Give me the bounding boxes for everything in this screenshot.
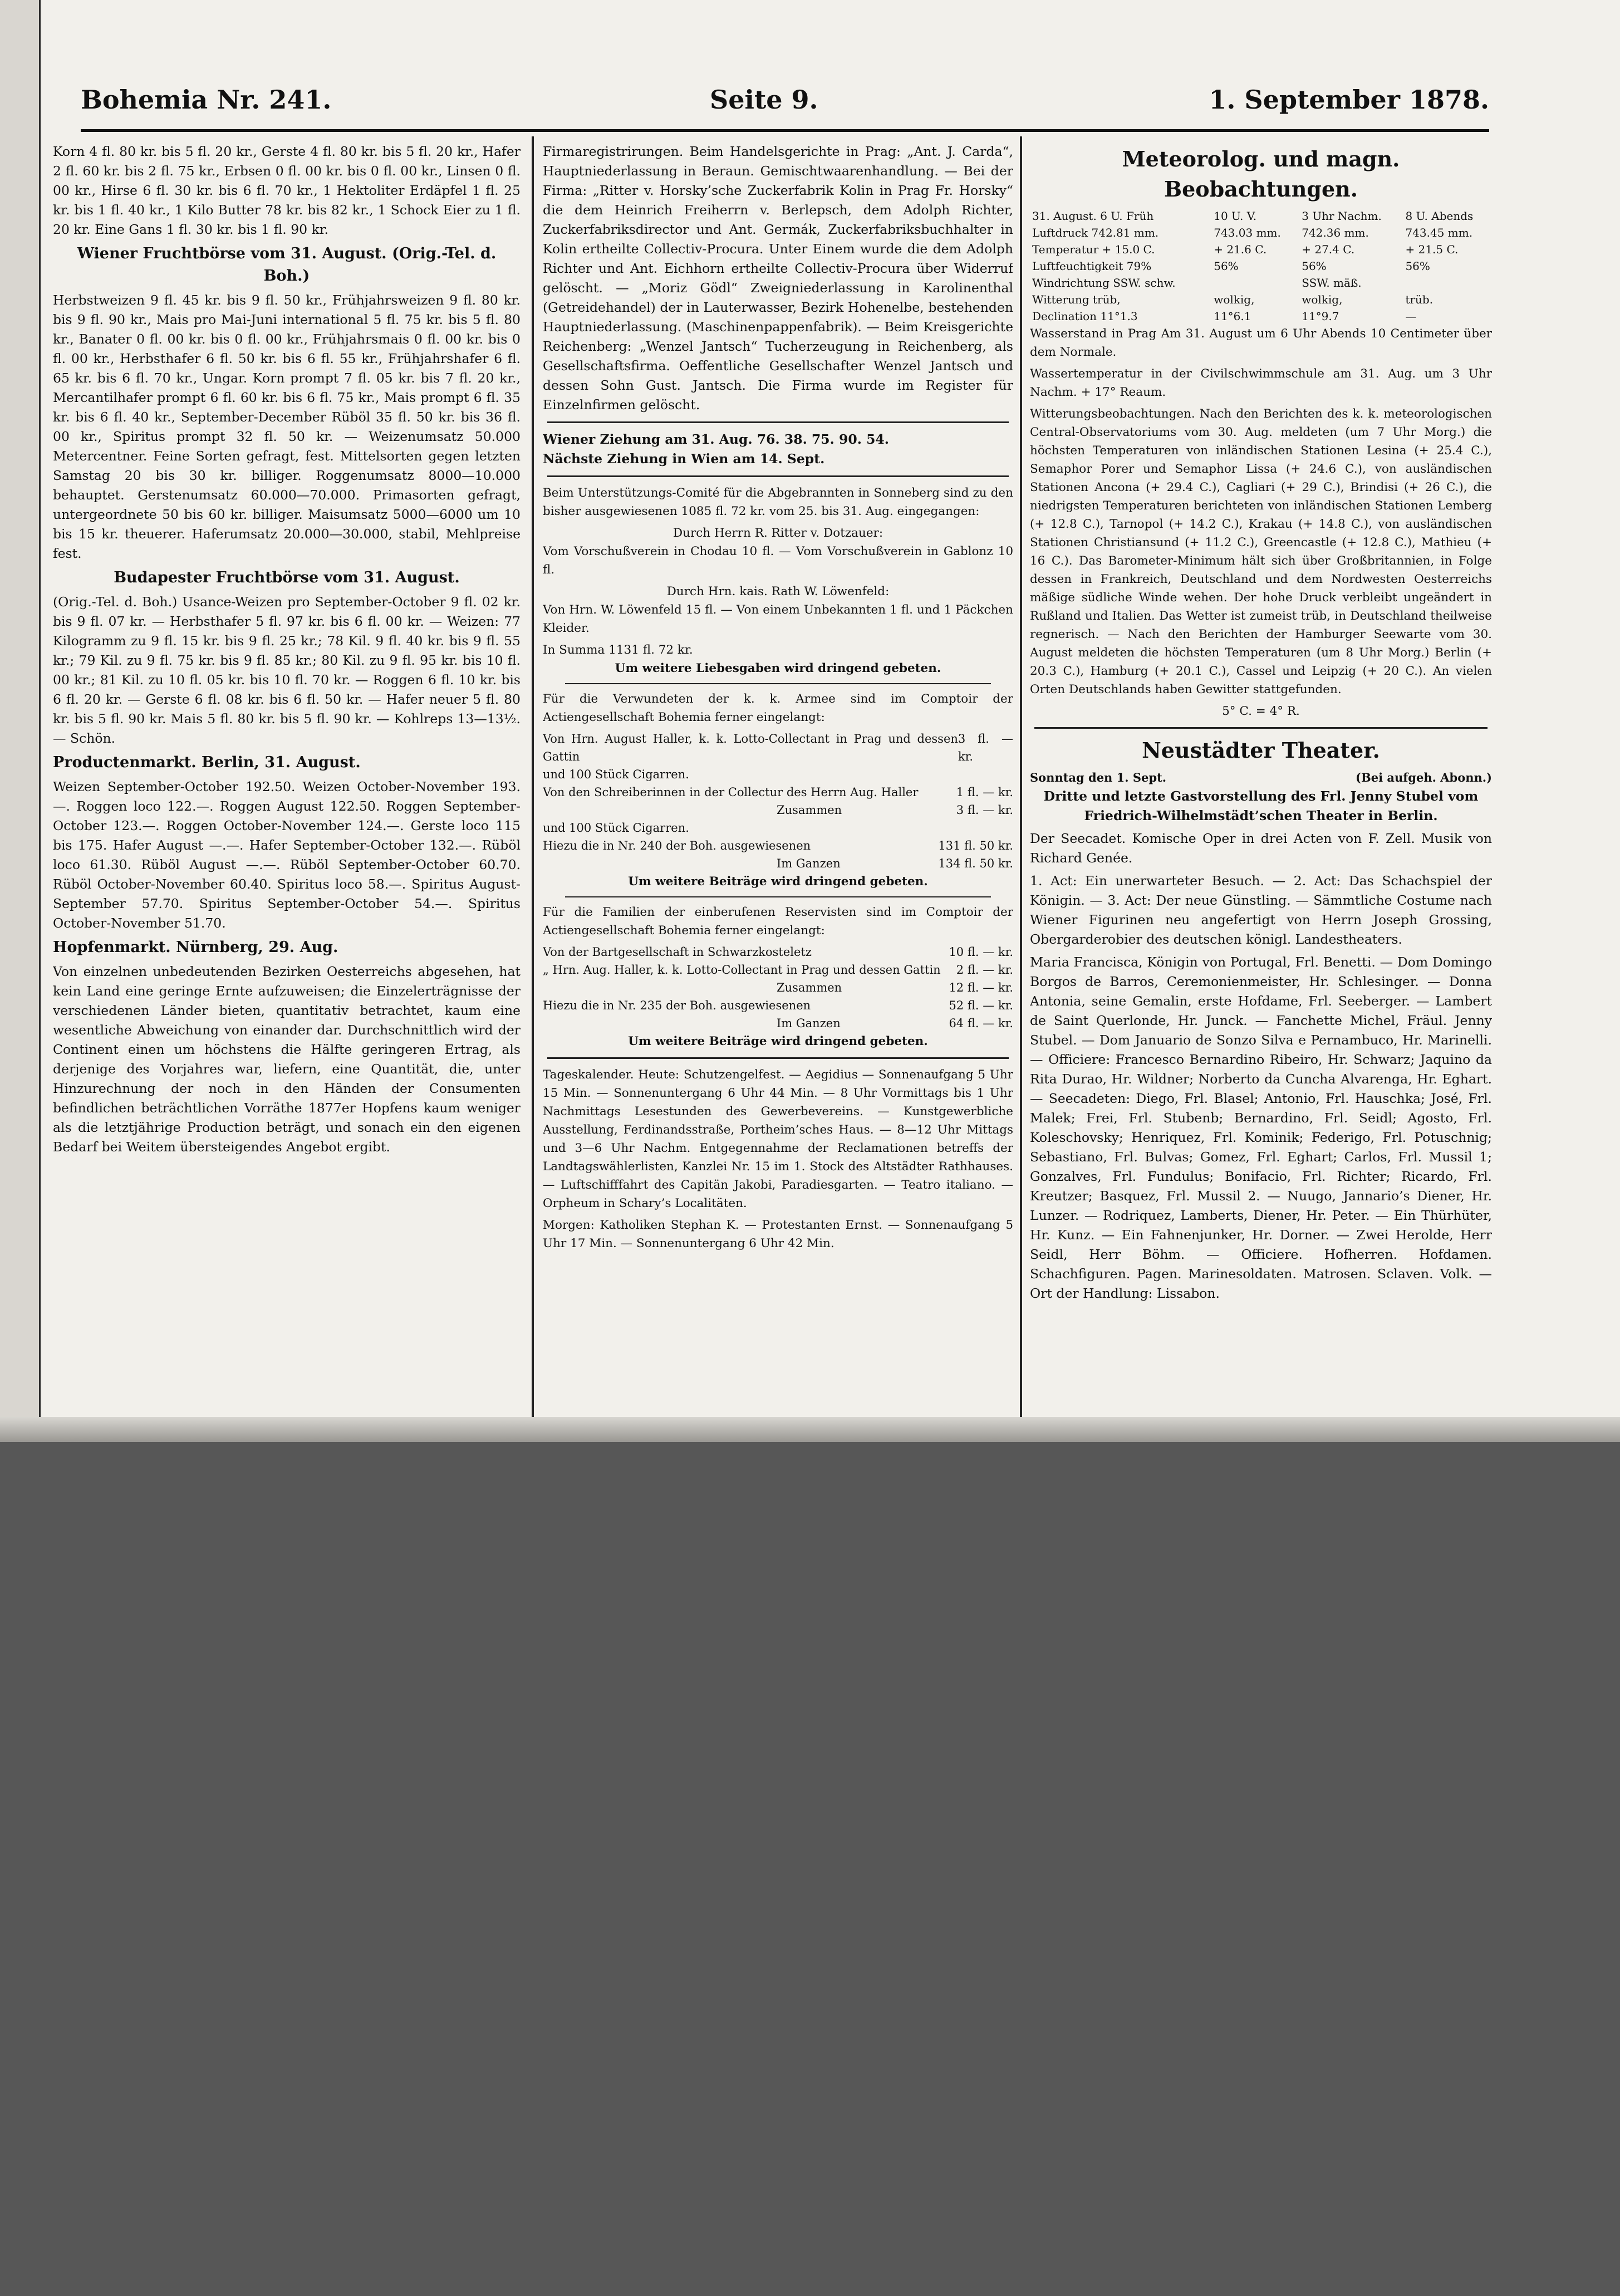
theatre-date-row bbox=[1030, 769, 1492, 787]
weather-cell: — bbox=[1405, 310, 1417, 323]
theatre-acts: 1. Act: Ein unerwarteter Besuch. — 2. Act: Das Schachspiel der Königin. — 3. Act: Der neue Günstling. — Sämmtliche Costume nach Wiener Figurinen neu angefertigt von Herrn Joseph Grossing, Obergarderobier des deutschen königl. Landestheaters. bbox=[1030, 873, 1492, 947]
ledger-label: Hiezu die in Nr. 235 der Boh. ausgewiesenen bbox=[543, 999, 811, 1012]
weather-cell: Temperatur + 15.0 C. bbox=[1032, 243, 1155, 256]
donation-list-2: Von Hrn. W. Löwenfeld 15 fl. — Von einem Unbekannten 1 fl. und 1 Päckchen Kleider. bbox=[543, 603, 1013, 635]
water-level: Wasserstand in Prag Am 31. August um 6 Uhr Abends 10 Centimeter über dem Normale. bbox=[1030, 327, 1492, 359]
weather-cell: 8 U. Abends bbox=[1405, 209, 1474, 223]
weather-cell: Luftdruck 742.81 mm. bbox=[1032, 226, 1159, 239]
weather-cell: 3 Uhr Nachm. bbox=[1302, 209, 1382, 223]
header-page-number: Seite 9. bbox=[710, 85, 818, 115]
page-header bbox=[81, 85, 1489, 124]
wounded-fund-intro: Für die Verwundeten der k. k. Armee sind im Comptoir der Actiengesellschaft Bohemia ferner eingelangt: bbox=[543, 692, 1013, 724]
weather-cell: Windrichtung SSW. schw. bbox=[1032, 276, 1176, 290]
theatre-cast: Maria Francisca, Königin von Portugal, Frl. Benetti. — Dom Domingo Borgos de Barros, Ceremonienmeister, Hr. Schlesinger. — Donna Antonia, seine Gemalin, erste Hofdame, Frl. Seeberger. — Lambert de Saint Querlonde, Hr. Junck. — Fanchette Michel, Fräul. Jenny Stubel. — Dom Januario de Sonzo Silva e Pernambuco, Hr. Marinelli. — Officiere: Francesco Bernardino Ribeiro, Hr. Schwarz; Jaquino da Rita Durao, Hr. Wildner; Norberto da Cuncha Alvarenga, Hr. Eghart. — Seecadeten: Diego, Frl. Blasel; Antonio, Frl. Hauschka; José, Frl. Malek; Frei, Frl. Stubenb; Bernardino, Frl. Seidl; Agosto, Frl. Koleschovsky; Henriquez, Frl. Kominik; Federigo, Frl. Potuschnig; Sebastiano, Frl. Bulvas; Gomez, Frl. Eghart; Carlos, Frl. Mussil 1; Gonzalves, Frl. Fundulus; Bonifacio, Frl. Richter; Ricardo, Frl. Kreutzer; Basquez, Frl. Mussil 2. — Nuugo, Jannario’s Diener, Hr. Lunzer. — Rodriquez, Lamberts, Diener, Hr. Peter. — Ein Thürhüter, Hr. Kunz. — Ein Fahnenjunker, Hr. Dorner. — Zwei Herolde, Herr Seidl, Herr Böhm. — Officiere. Hofherren. Hofdamen. Schachfiguren. Pagen. Marinesoldaten. Matrosen. Sclaven. Volk. — Ort der Handlung: Lissabon. bbox=[1030, 954, 1492, 1301]
weather-cell: Witterung trüb, bbox=[1032, 293, 1121, 306]
weather-cell: SSW. mäß. bbox=[1302, 276, 1362, 290]
firm-registrations: Firmaregistrirungen. Beim Handelsgerichte in Prag: „Ant. J. Carda“, Hauptniederlassung in Beraun. Gemischtwaarenhandlung. — Bei der Firma: „Ritter v. Horsky’sche Zuckerfabrik Kolin in Prag Fr. Horsky“ die dem Heinrich Freiherrn v. Berlepsch, dem Adolph Richter, Zuckerfabriksdirector und Ant. Germák, Zuckerfabriksbuchhalter in Kolin ertheilte Collectiv-Procura. Unter Einem wurde die dem Adolph Richter und Ant. Eichhorn ertheilte Collectiv-Procura über Widerruf gelöscht. — „Moriz Gödl“ Zweigniederlassung in Karolinenthal (Getreidehandel) der in Lauterwasser, Bezirk Hohenelbe, bestehenden Hauptniederlassung. (Maschinenpappenfabrik). — Beim Kreisgerichte Reichenberg: „Wenzel Jantsch“ Tucherzeugung in Reichenberg, als Gesellschaftsfirma. Oeffentliche Gesellschafter Wenzel Jantsch und dessen Sohn Gust. Jantsch. Die Firma wurde im Register für Einzelnfirmen gelöscht. bbox=[543, 144, 1013, 413]
donation-list-1: Vom Vorschußverein in Chodau 10 fl. — Vom Vorschußverein in Gablonz 10 fl. bbox=[543, 544, 1013, 577]
appeal-text: Um weitere Beiträge wird dringend gebeten. bbox=[628, 875, 928, 889]
separator bbox=[547, 475, 1009, 477]
weather-row bbox=[1030, 291, 1492, 308]
theatre-play-title: Der Seecadet. Komische Oper in drei Acten von F. Zell. Musik von Richard Genée. bbox=[1030, 831, 1492, 866]
vienna-exchange-heading: Wiener Fruchtbörse vom 31. August. (Orig.-Tel. d. Boh.) bbox=[77, 245, 497, 284]
ledger-amount: 10 fl. — kr. bbox=[949, 945, 1013, 959]
ledger-amount: 3 fl. — kr. bbox=[958, 732, 1013, 763]
ledger-row bbox=[543, 783, 1013, 801]
berlin-market-text: Weizen September-October 192.50. Weizen October-November 193.—. Roggen loco 122.—. Roggen August 122.50. Roggen September-October 123.—. Roggen October-November 124.—. Gerste loco 115 bis 175. Hafer August —.—. Hafer September-October 132.—. Rüböl loco 61.30. Rüböl August —.—. Rüböl September-October 60.70. Rüböl October-November 60.40. Spiritus loco 58.—. Spiritus August-September 57.70. Spiritus September-October 54.—. Spiritus October-November 51.70. bbox=[53, 779, 521, 931]
ledger-amount: 64 fl. — kr. bbox=[949, 1017, 1013, 1030]
temperature-conversion: 5° C. = 4° R. bbox=[1222, 704, 1300, 718]
weather-cell: 56% bbox=[1405, 259, 1430, 273]
page-bottom-edge bbox=[0, 1417, 1620, 1442]
ledger-label: Von der Bartgesellschaft in Schwarzkosteletz bbox=[543, 945, 812, 959]
weather-cell: 10 U. V. bbox=[1214, 209, 1257, 223]
weather-cell: 11°6.1 bbox=[1214, 310, 1251, 323]
weather-observations: Witterungsbeobachtungen. Nach den Berichten des k. k. meteorologischen Central-Observatoriums vom 30. Aug. meldeten (um 7 Uhr Morg.) die höchsten Temperaturen von inländischen Stationen Lesina (+ 25.4 C.), Semaphor Porer und Semaphor Lissa (+ 24.6 C.), von ausländischen Stationen Ancona (+ 29.4 C.), Cagliari (+ 29 C.), Brindisi (+ 26 C.), die niedrigsten Temperaturen berichteten von inländischen Stationen Lemberg (+ 12.8 C.), Tarnopol (+ 14.2 C.), Krakau (+ 14.8 C.), von ausländischen Stationen Christiansund (+ 11.2 C.), Greencastle (+ 12.8 C.), Mathieu (+ 16 C.). Das Barometer-Minimum hält sich über Großbritannien, in Folge dessen in Frankreich, Deutschland und dem Nordwesten Oesterreichs mäßige südliche Winde wehen. Der hohe Druck verbleibt ungeändert in Rußland und Italien. Das Wetter ist zumeist trüb, in Deutschland theilweise regnerisch. — Nach den Berichten der Hamburger Seewarte vom 30. August meldeten die höchsten Temperaturen (um 8 Uhr Morg.) Berlin (+ 20.3 C.), Hamburg (+ 20.1 C.), Cassel und Leipzig (+ 20 C.). An vielen Orten Deutschlands haben Gewitter stattgefunden. bbox=[1030, 407, 1492, 696]
hops-market-text: Von einzelnen unbedeutenden Bezirken Oesterreichs abgesehen, hat kein Land eine geringe Ernte aufzuweisen; die Einzelerträgnisse der verschiedenen Länder bieten, quantitativ betrachtet, kaum eine wesentliche Abweichung von einander dar. Durchschnittlich wird der Continent einen um höchstens die Hälfte geringeren Ertrag, als derjenige des Vorjahres war, liefern, eine Quantität, die, unter Hinzurechnung der noch in den Händen der Consumenten befindlichen beträchtlichen Vorräthe 1877er Hopfens kaum weniger als die letztjährige Production beträgt, und sonach ein den eigenen Bedarf bei Weitem übersteigendes Angebot ergibt. bbox=[53, 964, 521, 1155]
weather-row bbox=[1030, 258, 1492, 274]
relief-committee-intro: Beim Unterstützungs-Comité für die Abgebrannten in Sonneberg sind zu den bisher ausgewiesenen 1085 fl. 72 kr. vom 25. bis 31. Aug. eingegangen: bbox=[543, 486, 1013, 518]
ledger-label: Von den Schreiberinnen in der Collectur des Herrn Aug. Haller bbox=[543, 786, 919, 799]
weather-cell bbox=[1211, 274, 1299, 291]
daily-calendar-today: Tageskalender. Heute: Schutzengelfest. — Aegidius — Sonnenaufgang 5 Uhr 15 Min. — Sonnenuntergang 6 Uhr 44 Min. — 8 Uhr Vormittags bis 1 Uhr Nachmittags Lesestunden des Gewerbevereins. — Kunstgewerbliche Ausstellung, Ferdinandsstraße, Portheim’sches Haus. — 8—12 Uhr Mittags und 3—6 Uhr Nachm. Entgegennahme der Reclamationen betreffs der Landtagswählerlisten, Kanzlei Nr. 15 im 1. Stock des Altstädter Rathhauses. — Luftschifffahrt des Capitän Jakobi, Paradiesgarten. — Teatro italiano. — Orpheum in Schary’s Localitäten. bbox=[543, 1068, 1013, 1210]
weather-cell: 56% bbox=[1302, 259, 1327, 273]
weather-cell: wolkig, bbox=[1214, 293, 1255, 306]
header-rule bbox=[81, 129, 1489, 132]
ledger-label: Hiezu die in Nr. 240 der Boh. ausgewiesenen bbox=[543, 839, 811, 852]
water-temperature: Wassertemperatur in der Civilschwimmschule am 31. Aug. um 3 Uhr Nachm. + 17° Reaum. bbox=[1030, 367, 1492, 399]
appeal-text: Um weitere Liebesgaben wird dringend gebeten. bbox=[615, 661, 941, 675]
column-registrations bbox=[543, 142, 1013, 1417]
ledger-row bbox=[543, 943, 1013, 961]
weather-cell: 31. August. 6 U. Früh bbox=[1032, 209, 1154, 223]
ledger-label: Zusammen bbox=[777, 981, 842, 994]
weather-cell: 742.36 mm. bbox=[1302, 226, 1369, 239]
weather-table bbox=[1030, 208, 1492, 325]
reservists-fund-intro: Für die Familien der einberufenen Reservisten sind im Comptoir der Actiengesellschaft Bohemia ferner eingelangt: bbox=[543, 905, 1013, 938]
hops-market-heading: Hopfenmarkt. Nürnberg, 29. Aug. bbox=[53, 939, 338, 956]
ledger-row bbox=[543, 997, 1013, 1014]
theatre-date: Sonntag den 1. Sept. bbox=[1030, 771, 1167, 784]
weather-row bbox=[1030, 308, 1492, 325]
ledger-label: und 100 Stück Cigarren. bbox=[543, 821, 689, 835]
ledger-amount: 131 fl. 50 kr. bbox=[938, 839, 1013, 852]
weather-section-title: Meteorolog. und magn. Beobachtungen. bbox=[1122, 146, 1400, 202]
ledger-amount: 1 fl. — kr. bbox=[956, 786, 1013, 799]
ledger-label: Von Hrn. August Haller, k. k. Lotto-Collectant in Prag und dessen Gattin bbox=[543, 732, 958, 763]
theatre-title: Neustädter Theater. bbox=[1142, 738, 1380, 763]
ledger-row bbox=[543, 979, 1013, 997]
ledger-amount: 52 fl. — kr. bbox=[949, 999, 1013, 1012]
ledger-row bbox=[543, 730, 1013, 766]
separator bbox=[1034, 727, 1488, 729]
header-date: 1. September 1878. bbox=[1209, 85, 1489, 115]
weather-cell: + 21.5 C. bbox=[1405, 243, 1459, 256]
separator bbox=[565, 683, 991, 684]
ledger-row bbox=[543, 801, 1013, 819]
ledger-row bbox=[543, 819, 1013, 837]
separator bbox=[547, 1057, 1009, 1059]
column-rule-2 bbox=[1020, 136, 1022, 1417]
binding-edge bbox=[0, 0, 41, 1442]
weather-cell: 56% bbox=[1214, 259, 1239, 273]
ledger-amount: 3 fl. — kr. bbox=[956, 803, 1013, 817]
ledger-row bbox=[543, 766, 1013, 783]
budapest-exchange-text: (Orig.-Tel. d. Boh.) Usance-Weizen pro September-October 9 fl. 02 kr. bis 9 fl. 07 kr. — Herbsthafer 5 fl. 97 kr. bis 6 fl. 00 kr. — Weizen: 77 Kilogramm zu 9 fl. 15 kr. bis 9 fl. 25 kr.; 78 Kil. 9 fl. 40 kr. bis 9 fl. 55 kr.; 79 Kil. zu 9 fl. 75 kr. bis 9 fl. 85 kr.; 80 Kil. zu 9 fl. 95 kr. bis 10 fl. 00 kr.; 81 Kil. zu 10 fl. 05 kr. bis 10 fl. 70 kr. — Roggen 6 fl. 10 kr. bis 6 fl. 20 kr. — Gerste 6 fl. 08 kr. bis 6 fl. 50 kr. — Hafer neuer 5 fl. 80 kr. bis 5 fl. 90 kr. Mais 5 fl. 80 kr. bis 5 fl. 90 kr. — Kohlreps 13—13½. — Schön. bbox=[53, 594, 521, 746]
weather-cell: + 21.6 C. bbox=[1214, 243, 1267, 256]
ledger-row bbox=[543, 837, 1013, 855]
ledger-amount: 12 fl. — kr. bbox=[949, 981, 1013, 994]
appeal-text: Um weitere Beiträge wird dringend gebeten. bbox=[628, 1034, 928, 1048]
weather-row bbox=[1030, 224, 1492, 241]
theatre-subscription: (Bei aufgeh. Abonn.) bbox=[1356, 771, 1492, 784]
weather-cell: + 27.4 C. bbox=[1302, 243, 1355, 256]
daily-calendar-tomorrow: Morgen: Katholiken Stephan K. — Protestanten Ernst. — Sonnenaufgang 5 Uhr 17 Min. — Sonnenuntergang 6 Uhr 42 Min. bbox=[543, 1218, 1013, 1250]
weather-cell: 743.45 mm. bbox=[1405, 226, 1473, 239]
budapest-exchange-heading: Budapester Fruchtbörse vom 31. August. bbox=[114, 569, 460, 586]
column-rule-1 bbox=[532, 136, 534, 1417]
header-masthead: Bohemia Nr. 241. bbox=[81, 85, 332, 115]
ledger-label: „ Hrn. Aug. Haller, k. k. Lotto-Collectant in Prag und dessen Gattin bbox=[543, 963, 941, 977]
column-weather-theatre bbox=[1030, 142, 1492, 1417]
weather-cell: wolkig, bbox=[1302, 293, 1343, 306]
ledger-label: und 100 Stück Cigarren. bbox=[543, 768, 689, 781]
weather-cell: trüb. bbox=[1405, 293, 1434, 306]
lottery-next: Nächste Ziehung in Wien am 14. Sept. bbox=[543, 451, 825, 467]
donation-via-1: Durch Herrn R. Ritter v. Dotzauer: bbox=[672, 526, 883, 540]
ledger-row bbox=[543, 1014, 1013, 1032]
ledger-row bbox=[543, 961, 1013, 979]
weather-row bbox=[1030, 274, 1492, 291]
separator bbox=[565, 896, 991, 897]
ledger-label: Zusammen bbox=[777, 803, 842, 817]
lottery-draw: Wiener Ziehung am 31. Aug. 76. 38. 75. 90. 54. bbox=[543, 431, 889, 447]
weather-cell: 743.03 mm. bbox=[1214, 226, 1281, 239]
ledger-row bbox=[543, 855, 1013, 872]
vienna-exchange-text: Herbstweizen 9 fl. 45 kr. bis 9 fl. 50 kr., Frühjahrsweizen 9 fl. 80 kr. bis 9 fl. 90 kr., Mais pro Mai-Juni international 5 fl. 75 kr. bis 5 fl. 80 kr., Banater 0 fl. 00 kr. bis 0 fl. 00 kr., Frühjahrsmais 0 fl. 00 kr. bis 0 fl. 00 kr., Herbsthafer 6 fl. 50 kr. bis 6 fl. 55 kr., Frühjahrshafer 6 fl. 65 kr. bis 6 fl. 70 kr., Ungar. Korn prompt 7 fl. 05 kr. bis 7 fl. 20 kr., Mercantilhafer prompt 6 fl. 60 kr. bis 6 fl. 75 kr., Mais prompt 6 fl. 35 kr. bis 6 fl. 40 kr., September-December Rüböl 35 fl. 50 kr. bis 36 fl. 00 kr., Spiritus prompt 32 fl. 50 kr. — Weizenumsatz 50.000 Metercentner. Feine Sorten gefragt, fest. Mittelsorten gegen letzten Samstag 20 bis 30 kr. billiger. Roggenumsatz 8000—10.000 behauptet. Gerstenumsatz 60.000—70.000. Primasorten gefragt, untergeordnete 50 bis 60 kr. billiger. Maisumsatz 5000—6000 um 10 bis 15 kr. theuerer. Haferumsatz 20.000—30.000, stabil, Mehlpreise fest. bbox=[53, 292, 521, 561]
theatre-guest-note: Dritte und letzte Gastvorstellung des Frl. Jenny Stubel vom Friedrich-Wilhelmstädt’schen Theater in Berlin. bbox=[1043, 788, 1479, 823]
weather-cell bbox=[1403, 274, 1492, 291]
ledger-amount: 134 fl. 50 kr. bbox=[938, 857, 1013, 870]
separator bbox=[547, 421, 1009, 423]
weather-row bbox=[1030, 208, 1492, 224]
donation-via-2: Durch Hrn. kais. Rath W. Löwenfeld: bbox=[666, 585, 890, 598]
weather-cell: Declination 11°1.3 bbox=[1032, 310, 1138, 323]
prague-market-prices: Korn 4 fl. 80 kr. bis 5 fl. 20 kr., Gerste 4 fl. 80 kr. bis 5 fl. 20 kr., Hafer 2 fl. 60 kr. bis 2 fl. 75 kr., Erbsen 0 fl. 00 kr. bis 0 fl. 00 kr., Linsen 0 fl. 00 kr., Hirse 6 fl. 30 kr. bis 6 fl. 70 kr., 1 Hektoliter Erdäpfel 1 fl. 25 kr. bis 1 fl. 40 kr., 1 Kilo Butter 78 kr. bis 82 kr., 1 Schock Eier zu 1 fl. 20 kr. Eine Gans 1 fl. 30 kr. bis 1 fl. 90 kr. bbox=[53, 144, 521, 237]
column-markets bbox=[53, 142, 521, 1417]
ledger-label: Im Ganzen bbox=[777, 1017, 841, 1030]
weather-cell: 11°9.7 bbox=[1302, 310, 1339, 323]
weather-cell: Luftfeuchtigkeit 79% bbox=[1032, 259, 1152, 273]
weather-row bbox=[1030, 241, 1492, 258]
donation-sum: In Summa 1131 fl. 72 kr. bbox=[543, 643, 693, 657]
berlin-market-heading: Productenmarkt. Berlin, 31. August. bbox=[53, 754, 361, 771]
ledger-amount: 2 fl. — kr. bbox=[956, 963, 1013, 977]
ledger-label: Im Ganzen bbox=[777, 857, 841, 870]
